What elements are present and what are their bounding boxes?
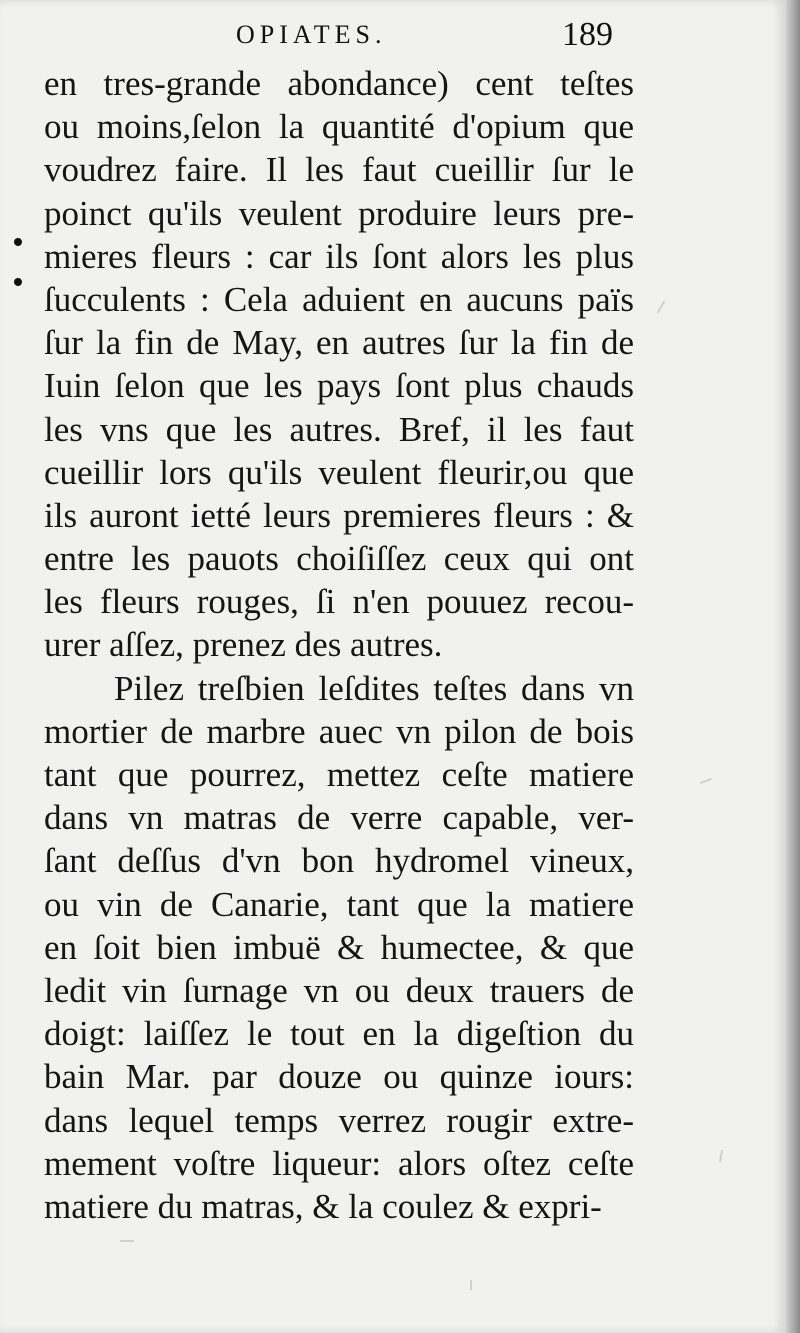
text-line: bain Mar. par douze ou quinze iours:	[44, 1057, 634, 1097]
text-line: urer aſſez, prenez des autres.	[44, 625, 443, 665]
paper-speck	[719, 1150, 723, 1162]
text-line: ou moins,ſelon la quantité d'opium que	[44, 107, 634, 147]
text-line: cueillir lors qu'ils veulent fleurir,ou que	[44, 452, 634, 492]
text-line: ou vin de Canarie, tant que la matiere	[44, 884, 634, 924]
margin-dot	[14, 278, 22, 286]
text-line: les vns que les autres. Bref, il les faut	[44, 409, 634, 449]
text-line: mement voſtre liqueur: alors oſtez ceſte	[44, 1143, 634, 1183]
text-line: tant que pourrez, mettez ceſte matiere	[44, 755, 634, 794]
text-line: matiere du matras, & la coulez & expri-	[44, 1186, 602, 1226]
text-line: les fleurs rouges, ſi n'en pouuez recou-	[44, 582, 634, 622]
margin-marks	[6, 230, 36, 300]
text-line: Iuin ſelon que les pays ſont plus chauds	[44, 366, 634, 406]
paper-speck	[700, 778, 712, 784]
margin-dot	[14, 238, 22, 246]
text-line: ils auront ietté leurs premieres fleurs : &	[44, 495, 634, 535]
text-line: dans lequel temps verrez rougir extre-	[44, 1100, 634, 1140]
text-line: ſant deſſus d'vn bon hydromel vineux,	[44, 841, 634, 881]
text-line: entre les pauots choiſiſſez ceux qui ont	[44, 539, 634, 579]
running-head-title: OPIATES.	[236, 20, 387, 49]
text-line: dans vn matras de verre capable, ver-	[44, 798, 634, 838]
paper-speck	[120, 1240, 134, 1242]
text-line: en ſoit bien imbuë & humectee, & que	[44, 927, 634, 967]
text-line: en tres-grande abondance) cent teſtes	[44, 64, 634, 103]
text-line: Pilez treſbien leſdites teſtes dans vn	[114, 668, 634, 708]
paper-speck	[470, 1280, 472, 1290]
text-line: ſucculents : Cela aduient en aucuns païs	[44, 279, 634, 319]
body-text	[44, 62, 634, 1228]
page-number: 189	[562, 16, 613, 53]
text-line: ledit vin ſurnage vn ou deux trauers de	[44, 970, 634, 1010]
paragraph	[44, 667, 634, 1228]
paper-speck	[657, 300, 666, 313]
text-line: doigt: laiſſez le tout en la digeſtion du	[44, 1014, 634, 1054]
text-line: poinct qu'ils veulent produire leurs pre-	[44, 193, 634, 233]
text-line: mortier de marbre auec vn pilon de bois	[44, 711, 634, 751]
text-line: mieres fleurs : car ils ſont alors les plus	[44, 236, 634, 276]
text-line: ſur la fin de May, en autres ſur la fin de	[44, 323, 634, 363]
running-head	[0, 14, 786, 54]
page-edge	[786, 0, 800, 1333]
paragraph	[44, 62, 634, 667]
text-line: voudrez faire. Il les faut cueillir ſur le	[44, 150, 634, 190]
